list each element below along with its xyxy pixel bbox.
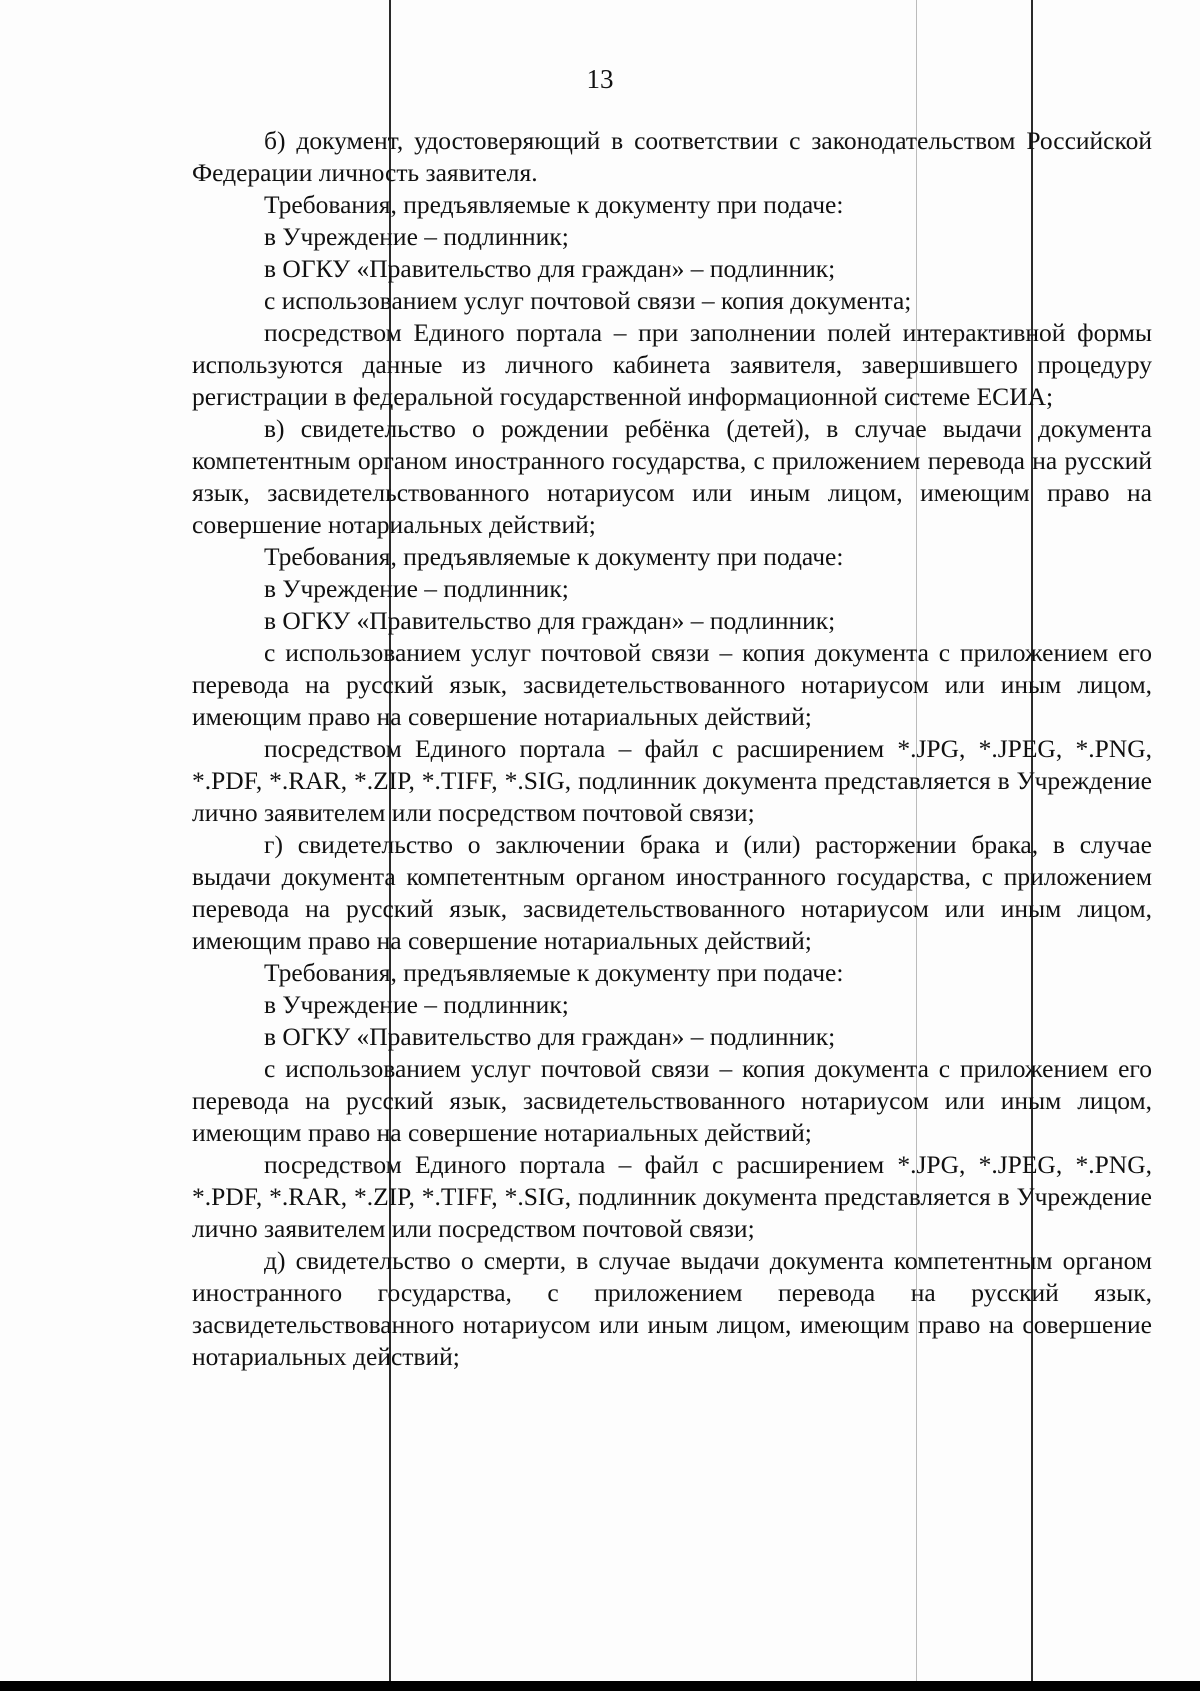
paragraph: в Учреждение – подлинник; (264, 990, 569, 1019)
paragraph: б) документ, удостоверяющий в соответствии с законодательством Российской Федерации личность заявителя. (192, 126, 1152, 187)
paragraph: с использованием услуг почтовой связи – копия документа с приложением его перевода на русский язык, засвидетельствованного нотариусом или иным лицом, имеющим право на совершение нотариальных действий; (192, 1054, 1152, 1147)
paragraph: в) свидетельство о рождении ребёнка (детей), в случае выдачи документа компетентным органом иностранного государства, с приложением перевода на русский язык, засвидетельствованного нотариусом или иным лицом, имеющим право на совершение нотариальных действий; (192, 414, 1152, 539)
paragraph: г) свидетельство о заключении брака и (или) расторжении брака, в случае выдачи документа компетентным органом иностранного государства, с приложением перевода на русский язык, засвидетельствованного нотариусом или иным лицом, имеющим право на совершение нотариальных действий; (192, 830, 1152, 955)
document-body (192, 125, 1152, 1373)
paragraph: посредством Единого портала – файл с расширением *.JPG, *.JPEG, *.PNG, *.PDF, *.RAR, *.ZIP, *.TIFF, *.SIG, подлинник документа представляется в Учреждение лично заявителем или посредством почтовой связи; (192, 1150, 1152, 1243)
paragraph: Требования, предъявляемые к документу при подаче: (264, 542, 844, 571)
paragraph: посредством Единого портала – при заполнении полей интерактивной формы используются данные из личного кабинета заявителя, завершившего процедуру регистрации в федеральной государственной информационной системе ЕСИА; (192, 318, 1152, 411)
paragraph: д) свидетельство о смерти, в случае выдачи документа компетентным органом иностранного государства, с приложением перевода на русский язык, засвидетельствованного нотариусом или иным лицом, имеющим право на совершение нотариальных действий; (192, 1246, 1152, 1371)
paragraph: в ОГКУ «Правительство для граждан» – подлинник; (264, 1022, 836, 1051)
paragraph: в ОГКУ «Правительство для граждан» – подлинник; (264, 606, 836, 635)
scan-bottom-edge (0, 1681, 1200, 1691)
page-number: 13 (586, 64, 614, 94)
paragraph: в ОГКУ «Правительство для граждан» – подлинник; (264, 254, 836, 283)
paragraph: в Учреждение – подлинник; (264, 222, 569, 251)
paragraph: Требования, предъявляемые к документу при подаче: (264, 190, 844, 219)
paragraph: в Учреждение – подлинник; (264, 574, 569, 603)
paragraph: с использованием услуг почтовой связи – копия документа; (264, 286, 912, 315)
paragraph: посредством Единого портала – файл с расширением *.JPG, *.JPEG, *.PNG, *.PDF, *.RAR, *.ZIP, *.TIFF, *.SIG, подлинник документа представляется в Учреждение лично заявителем или посредством почтовой связи; (192, 734, 1152, 827)
paragraph: с использованием услуг почтовой связи – копия документа с приложением его перевода на русский язык, засвидетельствованного нотариусом или иным лицом, имеющим право на совершение нотариальных действий; (192, 638, 1152, 731)
paragraph: Требования, предъявляемые к документу при подаче: (264, 958, 844, 987)
